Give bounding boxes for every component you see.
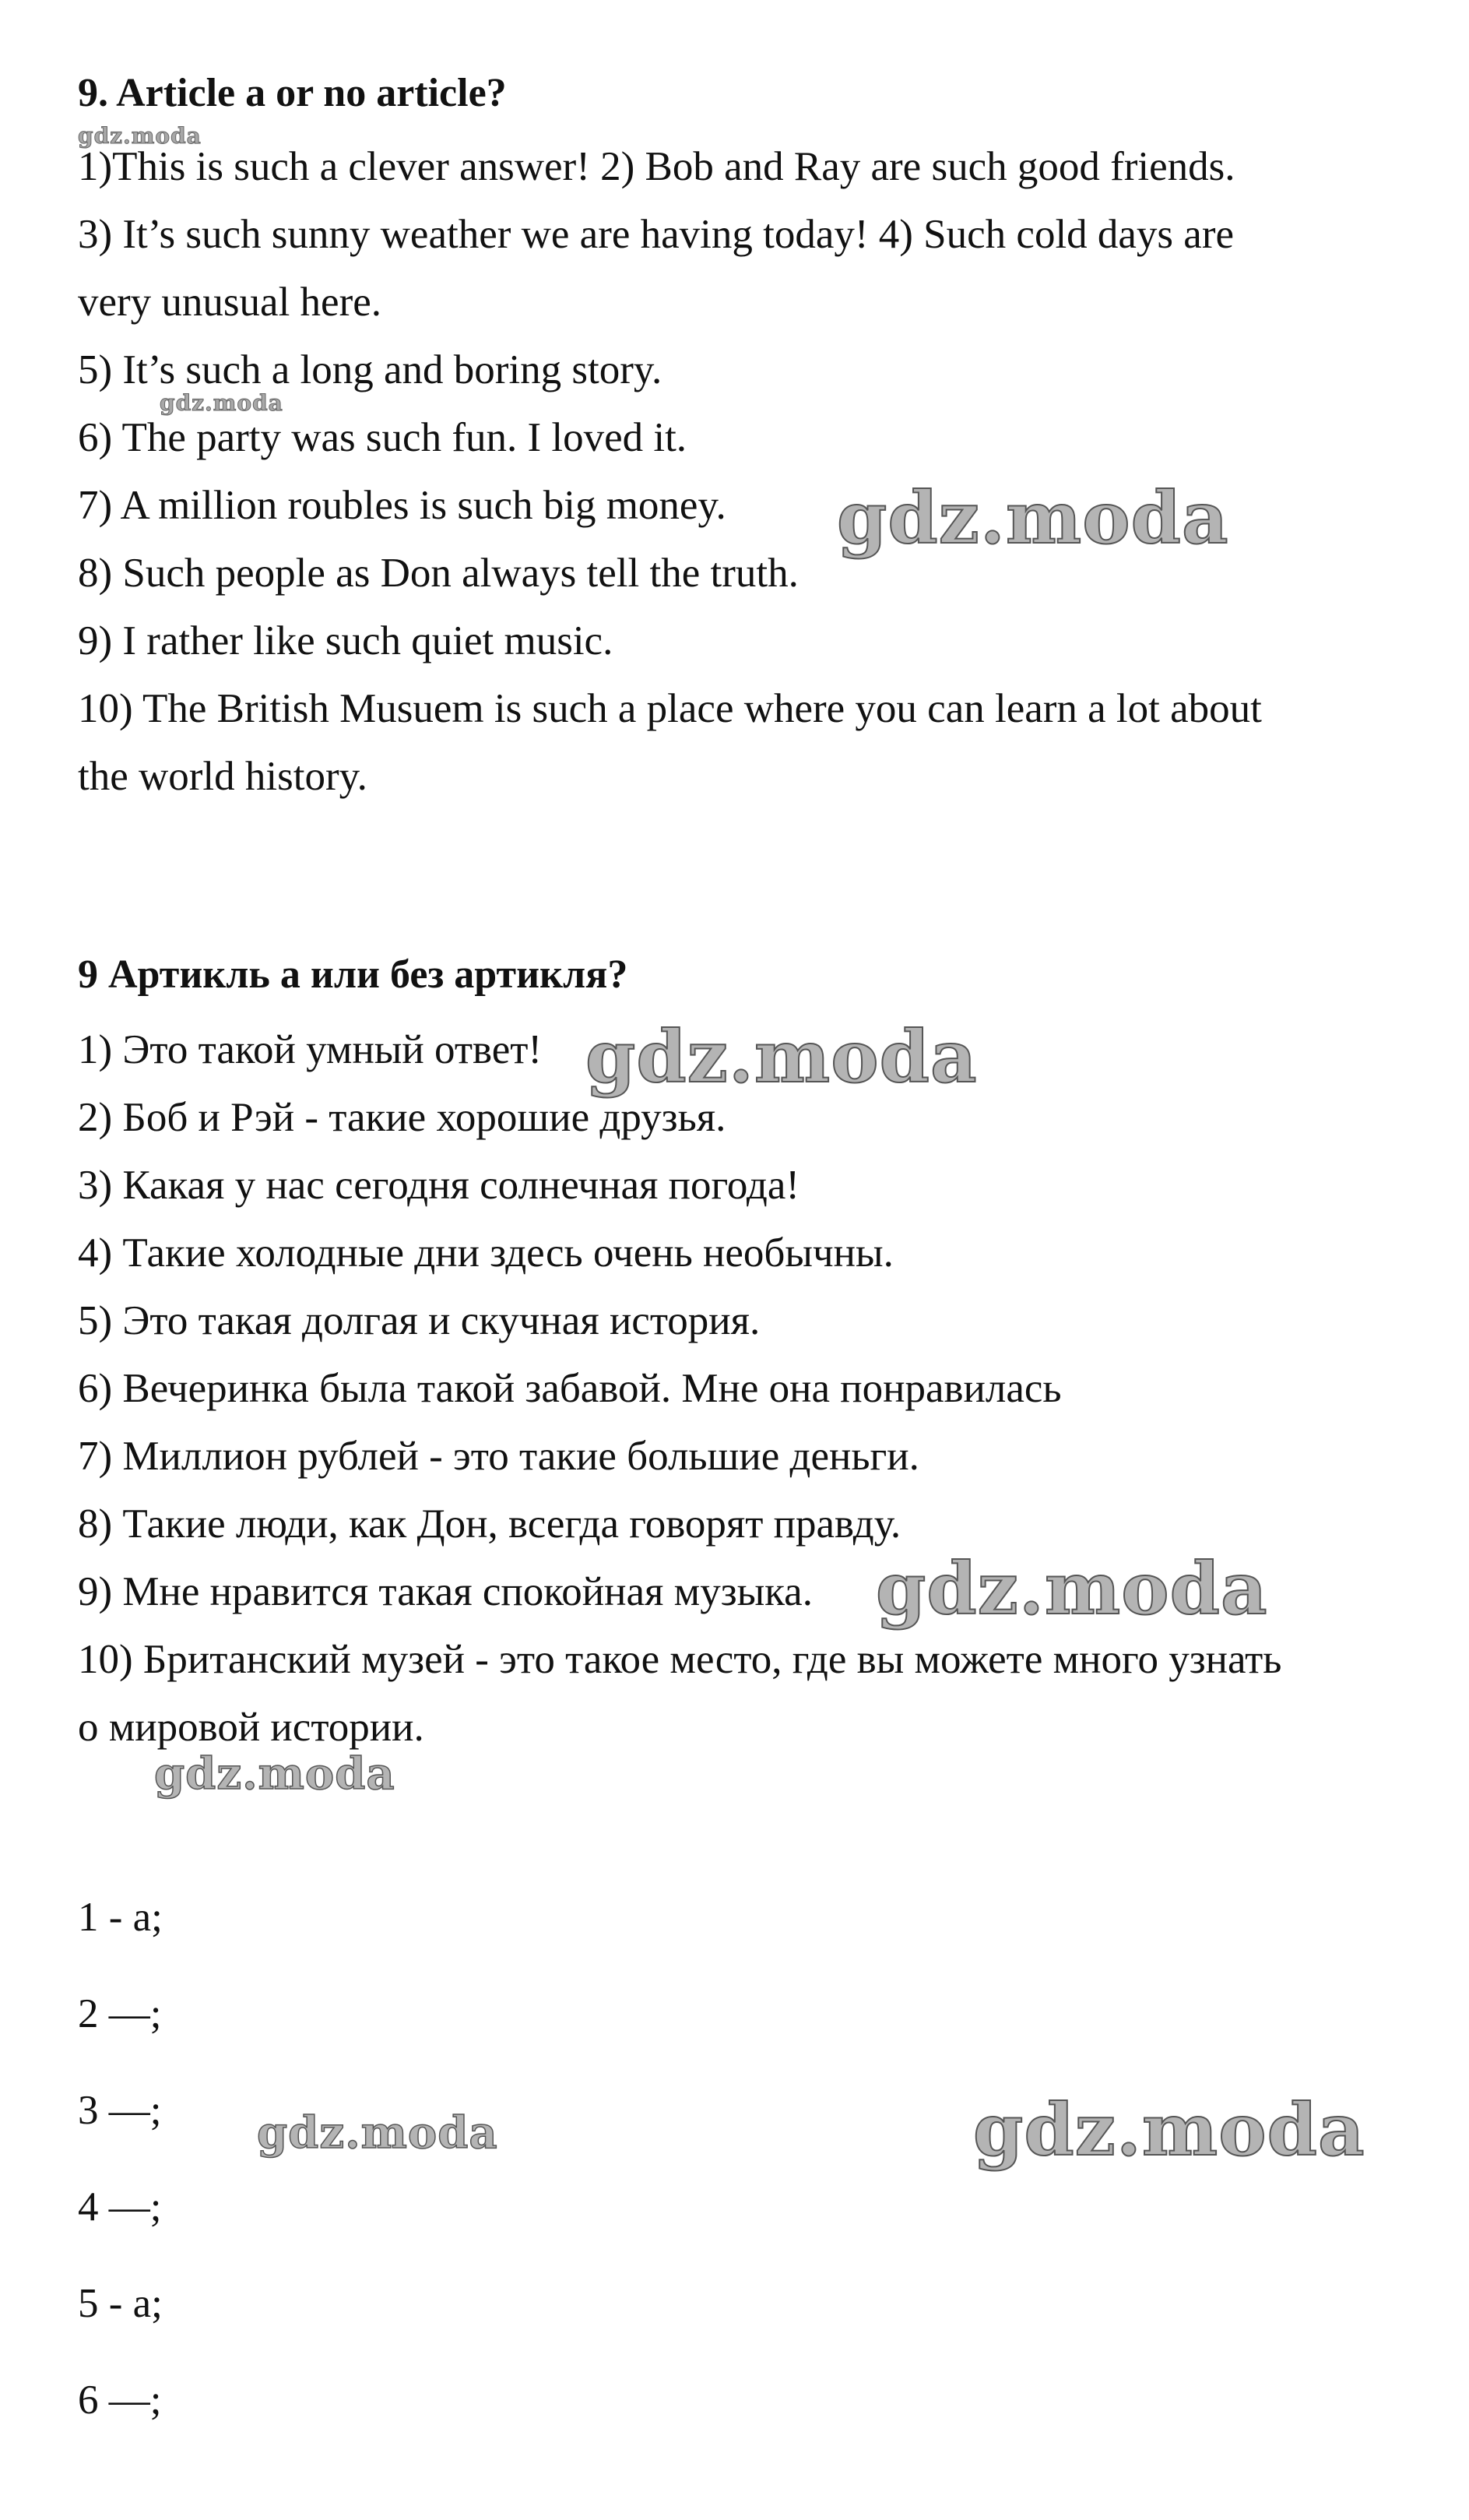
watermark: gdz.moda xyxy=(837,476,1229,560)
russian-heading: 9 Артикль а или без артикля? xyxy=(78,952,628,997)
answer-item: 2 —; xyxy=(78,1991,162,2036)
russian-line: 10) Британский музей - это такое место, где вы можете много узнать xyxy=(78,1637,1282,1682)
answer-item: 5 - a; xyxy=(78,2281,163,2326)
answers-list xyxy=(78,1869,163,2448)
english-line: 6) The party was such fun. I loved it. xyxy=(78,415,687,460)
english-line: 10) The British Musuem is such a place where you can learn a lot about xyxy=(78,686,1262,731)
english-line: 9) I rather like such quiet music. xyxy=(78,618,613,663)
english-line: very unusual here. xyxy=(78,280,381,325)
watermark: gdz.moda xyxy=(160,390,283,416)
english-line: 8) Such people as Don always tell the truth. xyxy=(78,551,799,596)
russian-line: 1) Это такой умный ответ! xyxy=(78,1027,543,1072)
russian-line: о мировой истории. xyxy=(78,1705,424,1750)
russian-line: 5) Это такая долгая и скучная история. xyxy=(78,1298,761,1343)
russian-line: 3) Какая у нас сегодня солнечная погода! xyxy=(78,1163,800,1208)
russian-line: 8) Такие люди, как Дон, всегда говорят правду. xyxy=(78,1501,901,1547)
watermark: gdz.moda xyxy=(78,123,202,149)
answer-item: 1 - a; xyxy=(78,1895,163,1940)
english-line: 7) A million roubles is such big money. xyxy=(78,483,726,528)
watermark: gdz.moda xyxy=(876,1547,1268,1631)
watermark: gdz.moda xyxy=(154,1748,395,1800)
russian-line: 9) Мне нравится такая спокойная музыка. xyxy=(78,1569,813,1614)
russian-line: 4) Такие холодные дни здесь очень необычны. xyxy=(78,1230,894,1276)
watermark: gdz.moda xyxy=(257,2107,498,2159)
answer-item: 3 —; xyxy=(78,2088,162,2133)
english-line: 1)This is such a clever answer! 2) Bob and Ray are such good friends. xyxy=(78,144,1235,189)
russian-line: 6) Вечеринка была такой забавой. Мне она понравилась xyxy=(78,1366,1062,1411)
answer-item: 4 —; xyxy=(78,2184,162,2230)
watermark: gdz.moda xyxy=(973,2088,1365,2172)
russian-line: 7) Миллион рублей - это такие большие деньги. xyxy=(78,1434,919,1479)
english-text xyxy=(78,133,1417,811)
russian-text xyxy=(78,1016,1417,1762)
russian-line: 2) Боб и Рэй - такие хорошие друзья. xyxy=(78,1095,726,1140)
english-line: 3) It’s such sunny weather we are having today! 4) Such cold days are xyxy=(78,212,1235,257)
watermark: gdz.moda xyxy=(585,1015,978,1099)
answer-item: 6 —; xyxy=(78,2377,162,2423)
english-line: the world history. xyxy=(78,754,367,799)
english-heading: 9. Article a or no article? xyxy=(78,71,507,115)
english-line: 5) It’s such a long and boring story. xyxy=(78,347,662,392)
